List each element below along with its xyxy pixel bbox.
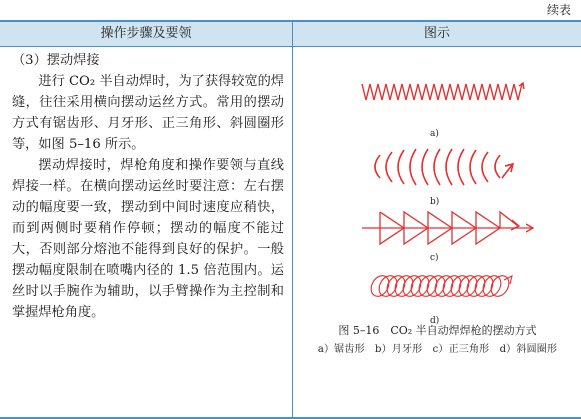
figure-legend: a）锯齿形 b）月牙形 c）正三角形 d）斜圆圈形 — [317, 344, 558, 355]
paragraph-1: 进行 CO₂ 半自动焊时，为了获得较宽的焊缝，往往采用横向摆动运丝方式。常用的摆动方式有锯齿形、月牙形、正三角形、斜圆圈形等，如图 5–16 所示。 — [12, 74, 284, 152]
triangle-pattern — [362, 212, 533, 244]
paragraph-2: 摆动焊接时，焊枪角度和操作要领与直线焊接一样。在横向摆动运丝时要注意：左右摆动的幅度要一致，摆动到中间时速度应稍快，而到两侧时要稍作停顿；摆动的幅度不能过大，否则部分熔池不能得到良好的保护。一般摆动幅度限制在喷嘴内径的 1.5 倍范围内。运丝时以手腕作为辅助，以手臂操作为主控制和掌握焊枪角度。 — [12, 158, 284, 320]
table-header — [0, 22, 581, 47]
sublabel-a: a) — [430, 129, 439, 139]
sublabel-b: b) — [430, 197, 440, 207]
column-header-steps: 操作步骤及要领 — [100, 26, 192, 41]
section-title: （3）摆动焊接 — [12, 53, 100, 68]
continued-label: 续表 — [546, 3, 571, 17]
sublabel-d: d) — [430, 316, 440, 326]
column-divider — [292, 22, 293, 417]
crescent-pattern — [375, 149, 513, 185]
instructions-text — [12, 50, 284, 323]
zigzag-pattern — [362, 83, 524, 100]
sublabel-c: c) — [430, 253, 439, 263]
slanted-circle-pattern — [368, 272, 513, 299]
column-header-illustration: 图示 — [423, 26, 450, 41]
figure-caption: 图 5–16 CO₂ 半自动焊焊枪的摆动方式 — [338, 324, 537, 337]
